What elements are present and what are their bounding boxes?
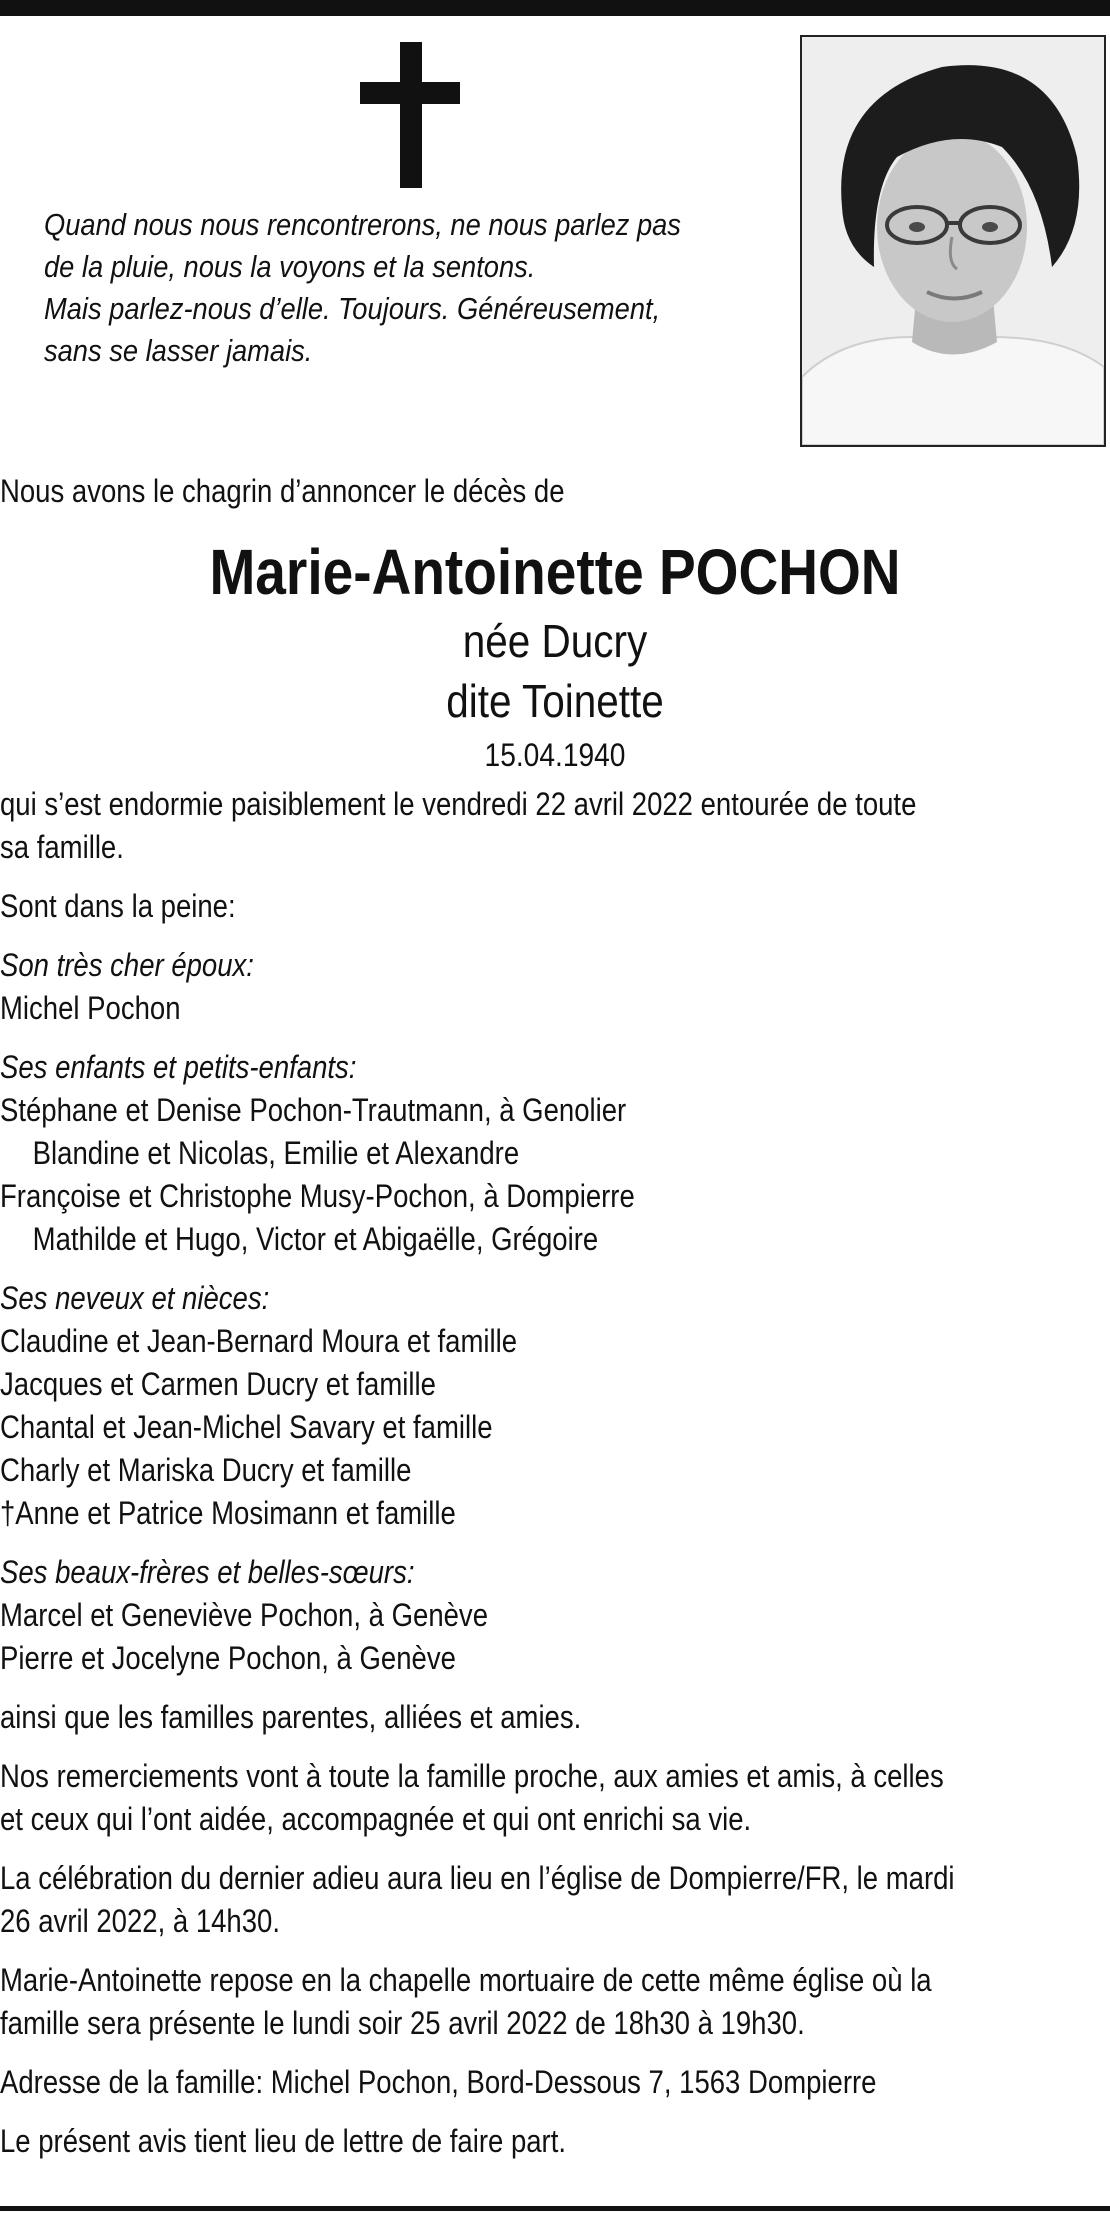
quote-line: de la pluie, nous la voyons et la sentons. [44, 249, 536, 284]
quote-line: Quand nous nous rencontrerons, ne nous parlez pas [44, 207, 681, 242]
portrait-illustration [802, 37, 1104, 445]
children-line: Françoise et Christophe Musy-Pochon, à Dompierre [0, 1178, 635, 1214]
deceased-name: Marie-Antoinette POCHON [209, 536, 901, 608]
closing-text: Le présent avis tient lieu de lettre de faire part. [0, 2123, 567, 2159]
in-laws-heading: Ses beaux-frères et belles-sœurs: [0, 1554, 415, 1590]
quote-line: Mais parlez-nous d’elle. Toujours. Généreusement, [44, 291, 661, 326]
children-heading: Ses enfants et petits-enfants: [0, 1049, 357, 1085]
thanks-text: et ceux qui l’ont aidée, accompagnée et qui ont enrichi sa vie. [0, 1801, 752, 1837]
nephews-line: Chantal et Jean-Michel Savary et famille [0, 1409, 493, 1445]
spouse-heading: Son très cher époux: [0, 947, 254, 983]
family-address: Adresse de la famille: Michel Pochon, Bord-Dessous 7, 1563 Dompierre [0, 2064, 877, 2100]
children-line: Stéphane et Denise Pochon-Trautmann, à Genolier [0, 1092, 627, 1128]
passing-text: sa famille. [0, 829, 124, 865]
in-laws-line: Pierre et Jocelyne Pochon, à Genève [0, 1640, 456, 1676]
latin-cross-icon [360, 42, 460, 188]
maiden-name: née Ducry [462, 615, 648, 667]
nephews-line: †Anne et Patrice Mosimann et famille [0, 1495, 456, 1531]
nephews-line: Jacques et Carmen Ducry et famille [0, 1366, 436, 1402]
nephews-line: Charly et Mariska Ducry et famille [0, 1452, 412, 1488]
mourners-intro: Sont dans la peine: [0, 888, 236, 924]
bottom-rule [0, 2206, 1110, 2211]
portrait-photo [800, 35, 1106, 447]
passing-text: qui s’est endormie paisiblement le vendredi 22 avril 2022 entourée de toute [0, 786, 917, 822]
nephews-heading: Ses neveux et nièces: [0, 1280, 270, 1316]
ceremony-text: La célébration du dernier adieu aura lieu en l’église de Dompierre/FR, le mardi [0, 1860, 955, 1896]
thanks-text: Nos remerciements vont à toute la famille proche, aux amies et amis, à celles [0, 1758, 944, 1794]
grandchildren-line: Blandine et Nicolas, Emilie et Alexandre [32, 1135, 520, 1171]
chapel-text: Marie-Antoinette repose en la chapelle mortuaire de cette même église où la [0, 1962, 932, 1998]
quote-line: sans se lasser jamais. [44, 333, 313, 368]
birth-date: 15.04.1940 [484, 737, 626, 773]
spouse-name: Michel Pochon [0, 990, 181, 1026]
grandchildren-line: Mathilde et Hugo, Victor et Abigaëlle, Grégoire [32, 1221, 599, 1257]
ceremony-text: 26 avril 2022, à 14h30. [0, 1903, 280, 1939]
memorial-quote [44, 204, 766, 372]
intro-text: Nous avons le chagrin d’annoncer le décès de [0, 473, 565, 509]
nephews-line: Claudine et Jean-Bernard Moura et famille [0, 1323, 518, 1359]
families-text: ainsi que les familles parentes, alliées et amies. [0, 1699, 582, 1735]
nickname: dite Toinette [446, 675, 664, 727]
chapel-text: famille sera présente le lundi soir 25 avril 2022 de 18h30 à 19h30. [0, 2005, 805, 2041]
top-rule [0, 0, 1110, 16]
notice-body [0, 470, 1110, 2163]
in-laws-line: Marcel et Geneviève Pochon, à Genève [0, 1597, 488, 1633]
deceased-block [0, 533, 1110, 779]
